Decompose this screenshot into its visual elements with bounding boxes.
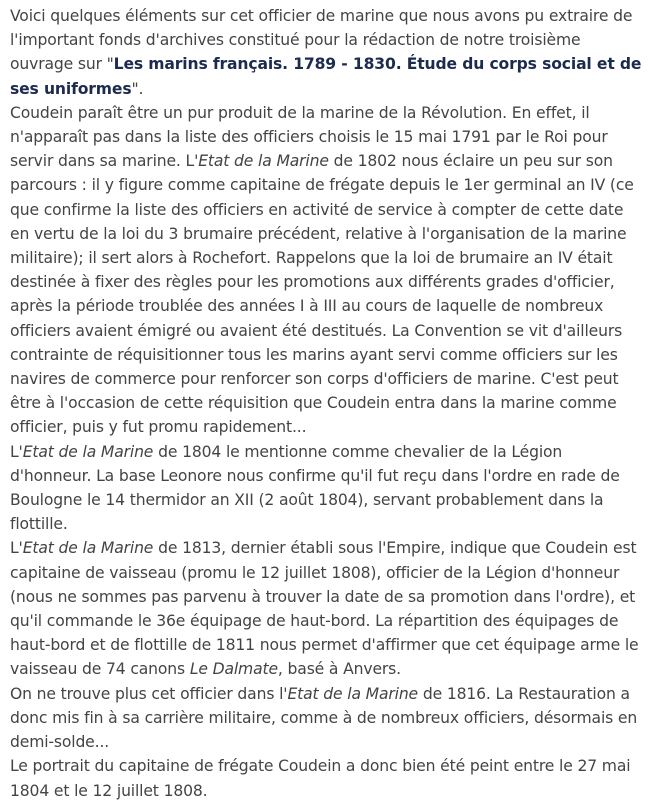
text-1804: de 1804 le mentionne comme chevalier de la Légion d'honneur. La base Leonore nous confirme qu'il fut reçu dans l'ordre en rade de Boulogne le 14 thermidor an XII (2 août 1804), servant probablement dans la flottille. xyxy=(10,442,620,534)
text-1804-start: L' xyxy=(10,442,23,461)
paragraph-1804 xyxy=(10,440,644,537)
ship-name: Le Dalmate xyxy=(189,660,278,679)
paragraph-revolution xyxy=(10,101,644,440)
text-1816-start: On ne trouve plus cet officier dans l' xyxy=(10,684,288,703)
text-1813: de 1813, dernier établi sous l'Empire, indique que Coudein est capitaine de vaisseau (promu le 12 juillet 1808), officier de la Légion d'honneur (nous ne sommes pas parvenu à trouver la date de sa promotion dans l'ordre), et qu'il commande le 36e équipage de haut-bord. La répartition des équipages de haut-bord et de flottille de 1811 nous permet d'affirmer que cet équipage arme le vaisseau de 74 canons xyxy=(10,539,639,679)
paragraph-conclusion xyxy=(10,754,644,802)
paragraph-1816 xyxy=(10,682,644,755)
etat-de-la-marine-title: Etat de la Marine xyxy=(287,684,419,703)
revolution-text-cont: de 1802 nous éclaire un peu sur son parcours : il y figure comme capitaine de frégate depuis le 1er germinal an IV (ce que confirme la liste des officiers en activité de service à compter de cette date en vertu de la loi du 3 brumaire précédent, relative à l'organisation de la marine militaire); il sert alors à Rochefort. Rappelons que la loi de brumaire an IV était destinée à fixer des règles pour les promotions aux différents grades d'officier, après la période troublée des années I à III au cours de laquelle de nombreux officiers avaient émigré ou avaient été destitués. La Convention se vit d'ailleurs contrainte de réquisitionner tous les marins ayant servi comme officiers sur les navires de commerce pour renforcer son corps d'officiers de marine. C'est peut être à l'occasion de cette réquisition que Coudein entra dans la marine comme officier, puis y fut promu rapidement... xyxy=(10,152,634,437)
revolution-text: Coudein paraît être un pur produit de la marine de la Révolution. En effet, il n'apparaît pas dans la liste des officiers choisis le 15 mai 1791 par le Roi pour servir dans sa marine. L' xyxy=(10,103,608,171)
text-1813-end: , basé à Anvers. xyxy=(277,660,401,679)
etat-de-la-marine-title: Etat de la Marine xyxy=(22,442,154,461)
paragraph-intro xyxy=(10,4,644,101)
conclusion-text: Le portrait du capitaine de frégate Coudein a donc bien été peint entre le 27 mai 1804 et le 12 juillet 1808. xyxy=(10,757,631,800)
etat-de-la-marine-title: Etat de la Marine xyxy=(22,539,154,558)
text-1813-start: L' xyxy=(10,539,23,558)
intro-text: Voici quelques éléments sur cet officier de marine que nous avons pu extraire de l'important fonds d'archives constitué pour la rédaction de notre troisième ouvrage sur " xyxy=(10,7,633,74)
etat-de-la-marine-title: Etat de la Marine xyxy=(198,152,329,171)
book-title: Les marins français. 1789 - 1830. Étude du corps social et de ses uniformes xyxy=(10,55,642,98)
text-1816: de 1816. La Restauration a donc mis fin à sa carrière militaire, comme à de nombreux officiers, désormais en demi-solde... xyxy=(10,684,638,752)
intro-text-end: ". xyxy=(131,79,144,98)
paragraph-1813 xyxy=(10,536,644,681)
